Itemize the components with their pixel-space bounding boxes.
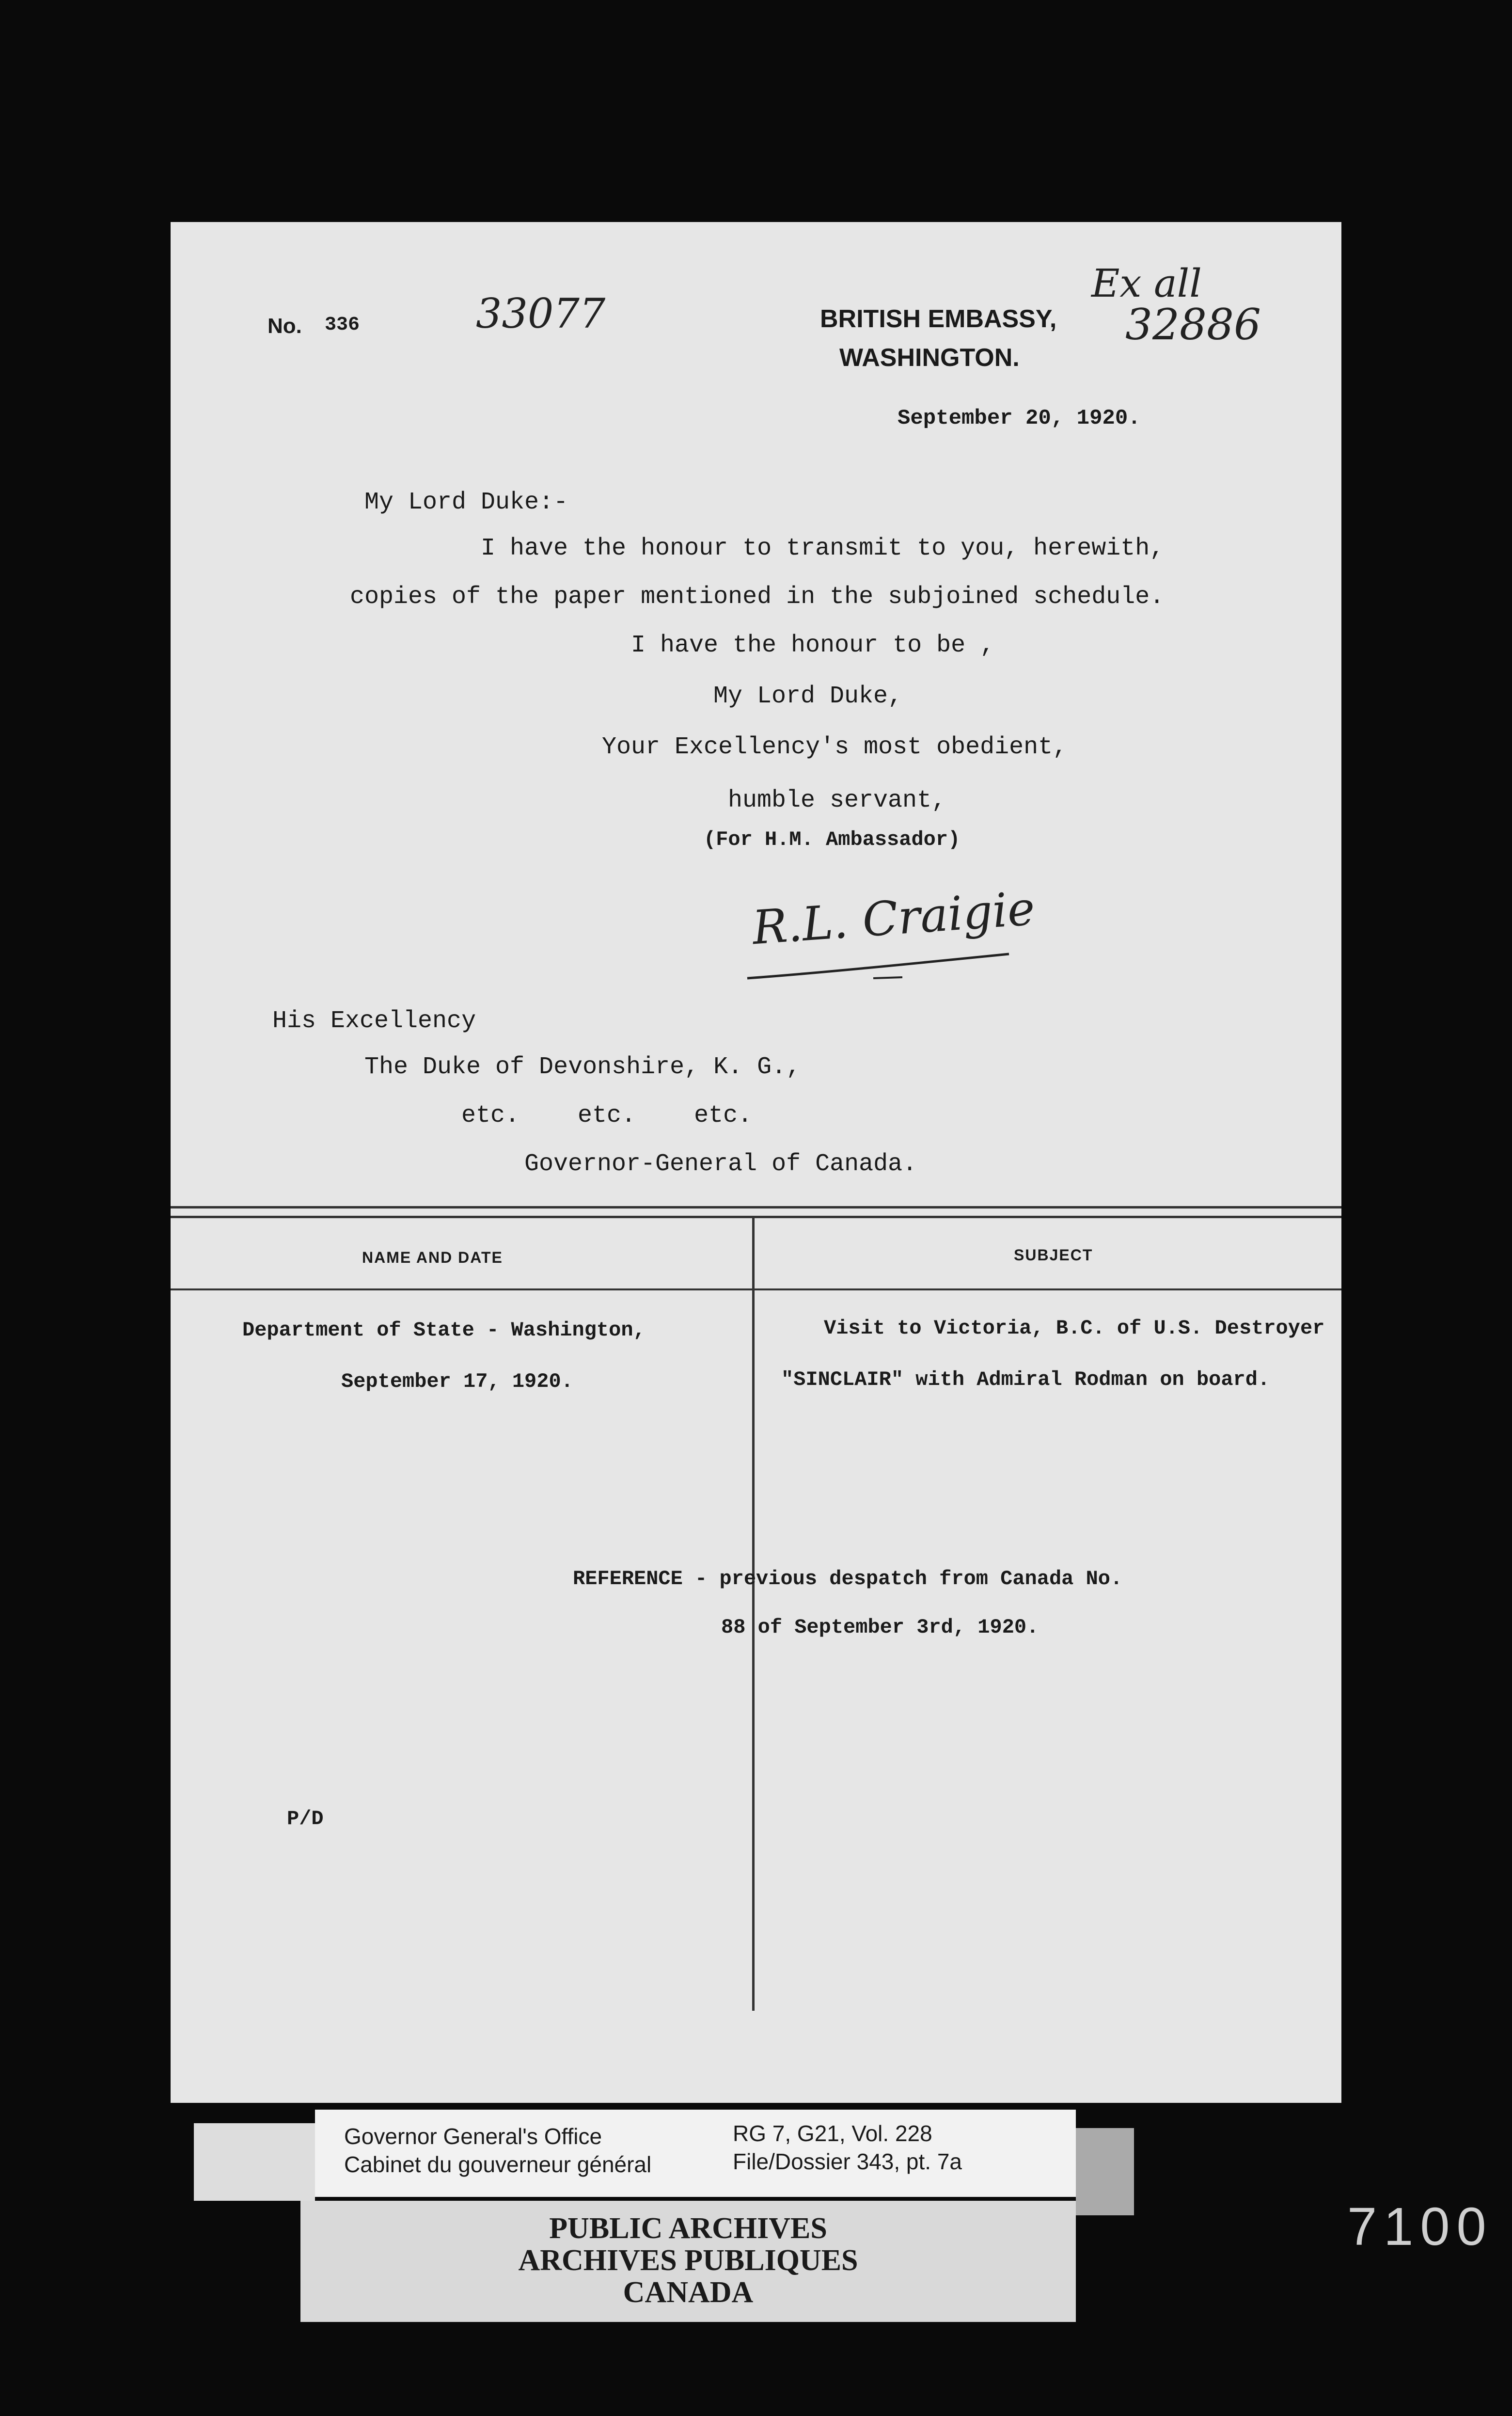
archive-stamp-label	[300, 2201, 1076, 2322]
letter-page	[171, 222, 1341, 2103]
letterhead-line2: WASHINGTON.	[839, 344, 1020, 372]
schedule-name-line-2: September 17, 1920.	[341, 1370, 573, 1393]
handwritten-note-2: 32886	[1125, 300, 1261, 350]
signature-underline	[742, 949, 1014, 988]
reference-line-1: REFERENCE - previous despatch from Canada No.	[573, 1567, 1123, 1590]
archive-ref-line-2: File/Dossier 343, pt. 7a	[733, 2149, 962, 2174]
schedule-col-subject-header: SUBJECT	[1014, 1246, 1093, 1264]
label-left-tab	[194, 2123, 315, 2201]
closing-line-3: Your Excellency's most obedient,	[602, 733, 1068, 761]
archive-ref-line-1: RG 7, G21, Vol. 228	[733, 2121, 932, 2146]
for-ambassador: (For H.M. Ambassador)	[704, 828, 961, 851]
schedule-name-line-1: Department of State - Washington,	[242, 1319, 646, 1342]
body-line-2: copies of the paper mentioned in the subjoined schedule.	[350, 583, 1165, 611]
letter-date: September 20, 1920.	[898, 406, 1141, 430]
schedule-top-rule-1	[171, 1206, 1341, 1208]
salutation: My Lord Duke:-	[364, 489, 568, 516]
file-number-stamp: 33077	[476, 290, 606, 337]
closing-line-1: I have the honour to be ,	[631, 632, 995, 659]
archive-stamp-line-2: ARCHIVES PUBLIQUES	[518, 2244, 858, 2277]
addressee-line-3: etc. etc. etc.	[461, 1102, 753, 1129]
body-line-1: I have the honour to transmit to you, herewith,	[481, 535, 1165, 562]
letter-number-value: 336	[325, 314, 360, 336]
closing-line-4: humble servant,	[728, 787, 946, 814]
archive-stamp-line-3: CANADA	[623, 2276, 754, 2309]
letterhead-line1: BRITISH EMBASSY,	[820, 305, 1057, 333]
handwritten-note-1: Ex all	[1091, 261, 1202, 306]
label-right-tab	[1076, 2128, 1134, 2215]
typist-initials: P/D	[287, 1807, 324, 1830]
addressee-line-2: The Duke of Devonshire, K. G.,	[364, 1053, 801, 1081]
schedule-top-rule-2	[171, 1216, 1341, 1218]
addressee-line-1: His Excellency	[272, 1007, 476, 1035]
signature: R.L. Craigie	[750, 881, 1037, 955]
closing-line-2: My Lord Duke,	[713, 683, 903, 710]
film-frame-number: 7100	[1347, 2197, 1493, 2257]
addressee-line-4: Governor-General of Canada.	[524, 1150, 917, 1178]
archive-office-fr: Cabinet du gouverneur général	[344, 2152, 652, 2177]
archive-stamp-line-1: PUBLIC ARCHIVES	[549, 2212, 827, 2245]
schedule-header-rule	[171, 1288, 1341, 1290]
letter-number-label: No.	[268, 314, 302, 338]
schedule-col-name-date-header: NAME AND DATE	[362, 1249, 503, 1266]
schedule-subject-line-1: Visit to Victoria, B.C. of U.S. Destroyer	[824, 1317, 1325, 1340]
schedule-subject-line-2: "SINCLAIR" with Admiral Rodman on board.	[781, 1368, 1270, 1391]
schedule-column-divider	[752, 1218, 755, 2011]
archive-office-en: Governor General's Office	[344, 2124, 602, 2149]
reference-line-2: 88 of September 3rd, 1920.	[721, 1616, 1039, 1639]
archive-reference-label	[315, 2110, 1076, 2197]
